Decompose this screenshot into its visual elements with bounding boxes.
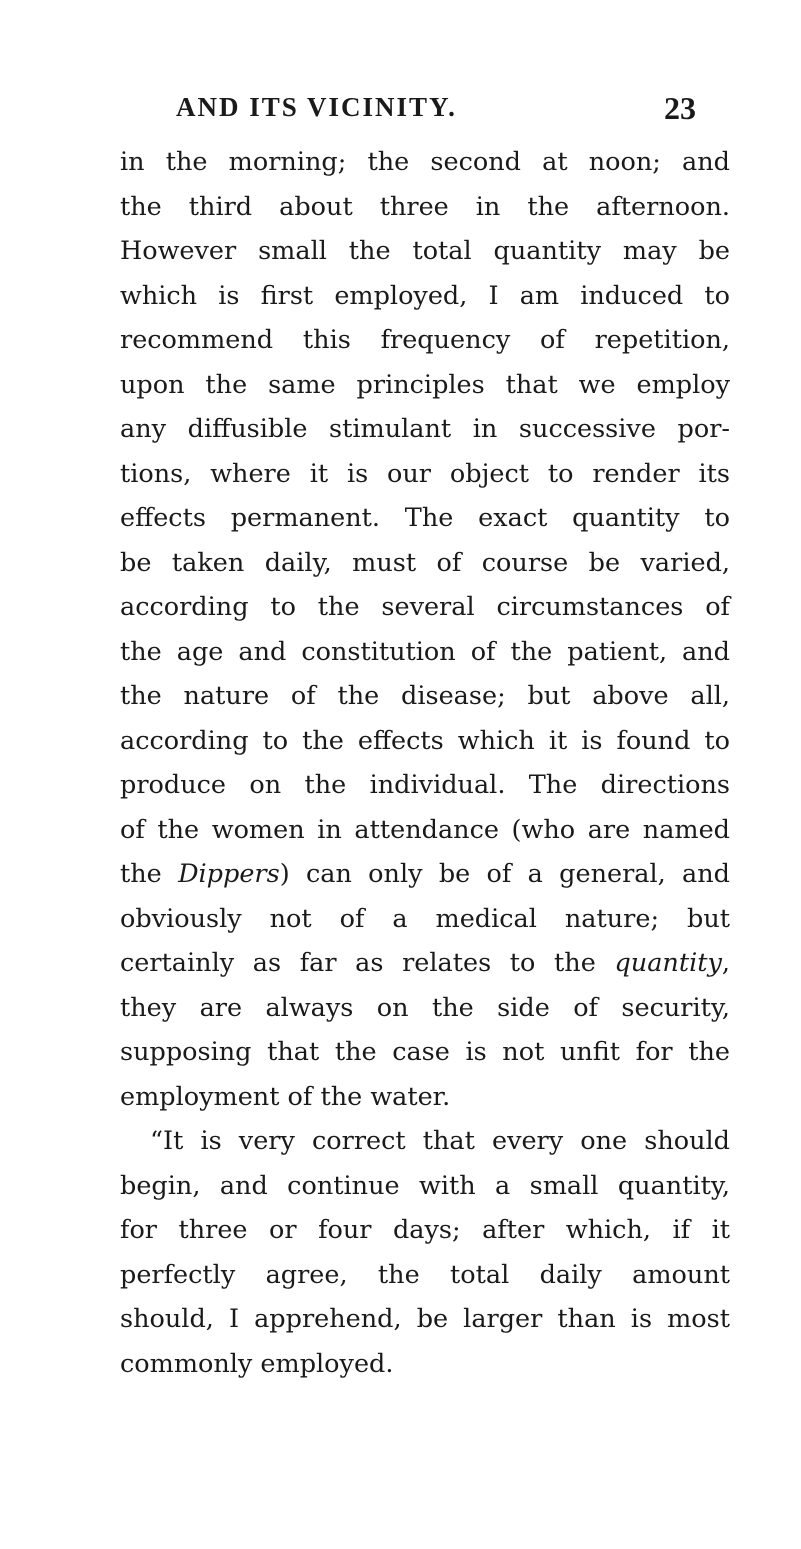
text-line: be taken daily, must of course be varied, <box>120 547 730 578</box>
running-head-title: AND ITS VICINITY. <box>176 92 457 122</box>
text-line: the nature of the disease; but above all, <box>120 681 730 711</box>
text-line: the third about three in the afternoon. <box>120 191 730 222</box>
text-line: effects permanent. The exact quantity to <box>120 503 730 533</box>
text-line: commonly employed. <box>120 1348 394 1379</box>
text-line: they are always on the side of security, <box>120 992 730 1023</box>
text-line: should, I apprehend, be larger than is most <box>120 1304 730 1334</box>
text-line: according to the several circumstances of <box>120 592 730 622</box>
body-text <box>120 140 730 1386</box>
text-line: for three or four days; after which, if it <box>120 1215 730 1245</box>
text-line: of the women in attendance (who are named <box>120 814 730 845</box>
text-line: produce on the individual. The directions <box>120 770 730 800</box>
text-line: any diffusible stimulant in successive por- <box>120 414 730 444</box>
running-head <box>176 92 696 132</box>
text-line: tions, where it is our object to render its <box>120 458 730 489</box>
text-line: which is first employed, I am induced to <box>120 280 730 311</box>
text-line: However small the total quantity may be <box>120 236 730 266</box>
italic-word: Dippers <box>178 859 280 889</box>
italic-word: quantity <box>614 948 722 978</box>
text-line: recommend this frequency of repetition, <box>120 325 730 355</box>
text-line: obviously not of a medical nature; but <box>120 903 730 934</box>
text-line: certainly as far as relates to the quantity, <box>120 948 730 978</box>
text-line: “It is very correct that every one should <box>150 1126 730 1156</box>
text-line: perfectly agree, the total daily amount <box>120 1259 730 1290</box>
text-line: supposing that the case is not unfit for the <box>120 1037 730 1067</box>
text-line: the age and constitution of the patient, and <box>120 636 730 667</box>
text-line: according to the effects which it is found to <box>120 725 730 756</box>
text-line: in the morning; the second at noon; and <box>120 147 730 177</box>
text-line: employment of the water. <box>120 1081 451 1112</box>
page-number: 23 <box>664 90 696 126</box>
text-line: the Dippers) can only be of a general, and <box>120 859 730 889</box>
text-line: begin, and continue with a small quantity, <box>120 1170 730 1201</box>
text-line: upon the same principles that we employ <box>120 369 730 400</box>
